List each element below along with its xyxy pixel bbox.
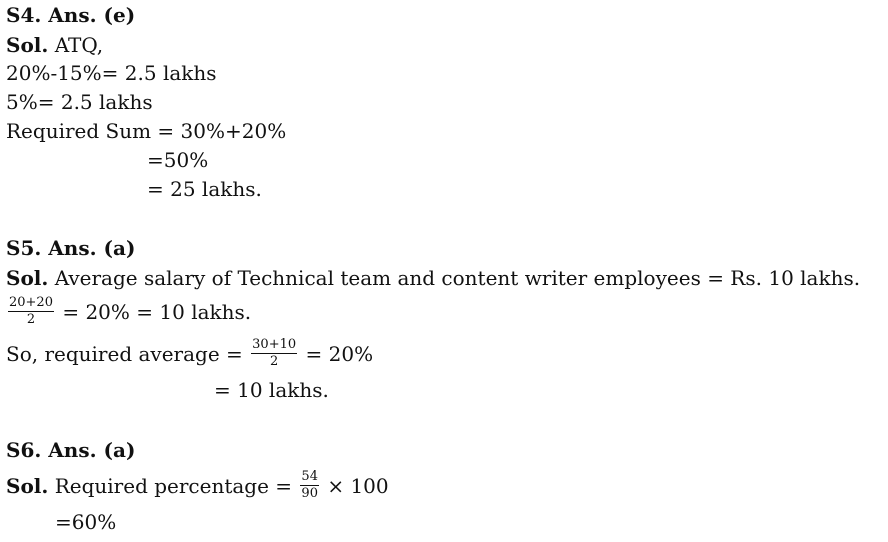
s5-fraction-1: [8, 296, 54, 327]
s4-line-4: =50%: [147, 148, 209, 172]
s5-required-average-prefix: So, required average =: [6, 342, 250, 366]
s5-sol-text: Average salary of Technical team and content writer employees = Rs. 10 lakhs.: [48, 266, 861, 290]
s6-sol-label: Sol.: [6, 474, 49, 498]
s4-line-2: 5%= 2.5 lakhs: [6, 90, 153, 114]
s6-heading: S6. Ans. (a): [6, 438, 136, 462]
s4-heading: S4. Ans. (e): [6, 3, 136, 27]
s5-fraction-2-tail: = 20%: [299, 342, 374, 366]
s6-fraction: [300, 470, 319, 501]
s5-required-average-line: [6, 337, 374, 371]
fraction-numerator: 20+20: [9, 295, 53, 310]
s4-line-1: 20%-15%= 2.5 lakhs: [6, 61, 217, 85]
fraction-numerator: 54: [301, 469, 318, 484]
s5-solution-line: [6, 265, 860, 291]
s6-fraction-tail: × 100: [320, 474, 389, 498]
fraction-denominator: 2: [270, 354, 279, 369]
s4-line-3: Required Sum = 30%+20%: [6, 119, 287, 143]
s4-line-5: = 25 lakhs.: [147, 177, 262, 201]
s6-sol-text: Required percentage =: [48, 474, 299, 498]
fraction-denominator: 90: [301, 486, 318, 501]
s4-sol-text: ATQ,: [48, 33, 104, 57]
s4-solution-line: [6, 32, 103, 58]
s4-sol-label: Sol.: [6, 33, 49, 57]
s5-fraction-line: [6, 295, 252, 329]
s5-line-4: = 10 lakhs.: [214, 378, 329, 402]
s6-line-2: =60%: [55, 510, 117, 534]
s6-solution-line: [6, 469, 389, 503]
fraction-numerator: 30+10: [252, 337, 297, 352]
s5-heading: S5. Ans. (a): [6, 236, 136, 260]
s5-fraction-2: [251, 338, 297, 369]
s5-sol-label: Sol.: [6, 266, 49, 290]
s5-fraction-1-tail: = 20% = 10 lakhs.: [55, 300, 252, 324]
fraction-denominator: 2: [26, 312, 36, 327]
